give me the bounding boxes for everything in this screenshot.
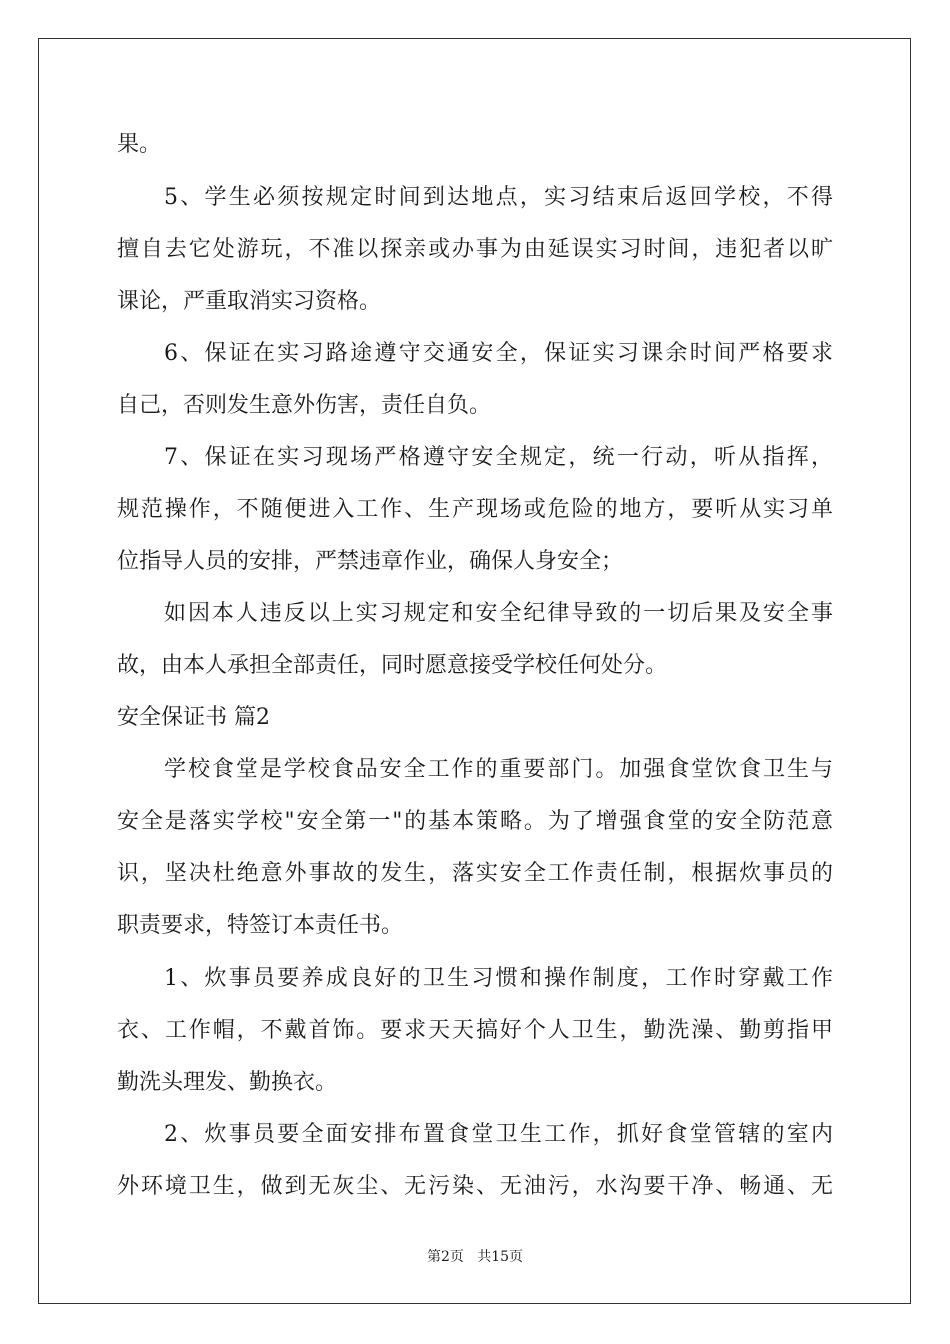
- section-heading: 安全保证书 篇2: [117, 705, 270, 730]
- text-line: 故，由本人承担全部责任，同时愿意接受学校任何处分。: [117, 653, 668, 678]
- text-line: 2、炊事员要全面安排布置食堂卫生工作，抓好食堂管辖的室内: [164, 1122, 833, 1147]
- text-line: 学校食堂是学校食品安全工作的重要部门。加强食堂饮食卫生与: [164, 757, 833, 782]
- text-line: 5、学生必须按规定时间到达地点，实习结束后返回学校，不得: [164, 185, 833, 210]
- text-line: 安全是落实学校"安全第一"的基本策略。为了增强食堂的安全防范意: [117, 809, 833, 834]
- text-line: 6、保证在实习路途遵守交通安全，保证实习课余时间严格要求: [164, 341, 833, 366]
- text-line: 7、保证在实习现场严格遵守安全规定，统一行动，听从指挥，: [164, 445, 833, 470]
- text-line: 识，坚决杜绝意外事故的发生，落实安全工作责任制，根据炊事员的: [117, 861, 833, 886]
- text-line: 衣、工作帽，不戴首饰。要求天天搞好个人卫生，勤洗澡、勤剪指甲: [117, 1018, 833, 1043]
- text-line: 课论，严重取消实习资格。: [117, 289, 382, 314]
- text-line: 位指导人员的安排，严禁违章作业，确保人身安全；: [117, 549, 624, 574]
- text-line: 自己，否则发生意外伤害，责任自负。: [117, 393, 492, 418]
- text-line: 外环境卫生，做到无灰尘、无污染、无油污，水沟要干净、畅通、无: [117, 1174, 833, 1199]
- text-line: 勤洗头理发、勤换衣。: [117, 1070, 338, 1095]
- text-line: 职责要求，特签订本责任书。: [117, 913, 404, 938]
- text-line: 擅自去它处游玩，不准以探亲或办事为由延误实习时间，违犯者以旷: [117, 237, 833, 262]
- page-footer: 第2页 共15页: [426, 1249, 524, 1265]
- text-line: 果。: [117, 132, 162, 157]
- text-line: 1、炊事员要养成良好的卫生习惯和操作制度，工作时穿戴工作: [164, 966, 833, 991]
- text-line: 规范操作，不随便进入工作、生产现场或危险的地方，要听从实习单: [117, 497, 833, 522]
- text-line: 如因本人违反以上实习规定和安全纪律导致的一切后果及安全事: [164, 601, 833, 626]
